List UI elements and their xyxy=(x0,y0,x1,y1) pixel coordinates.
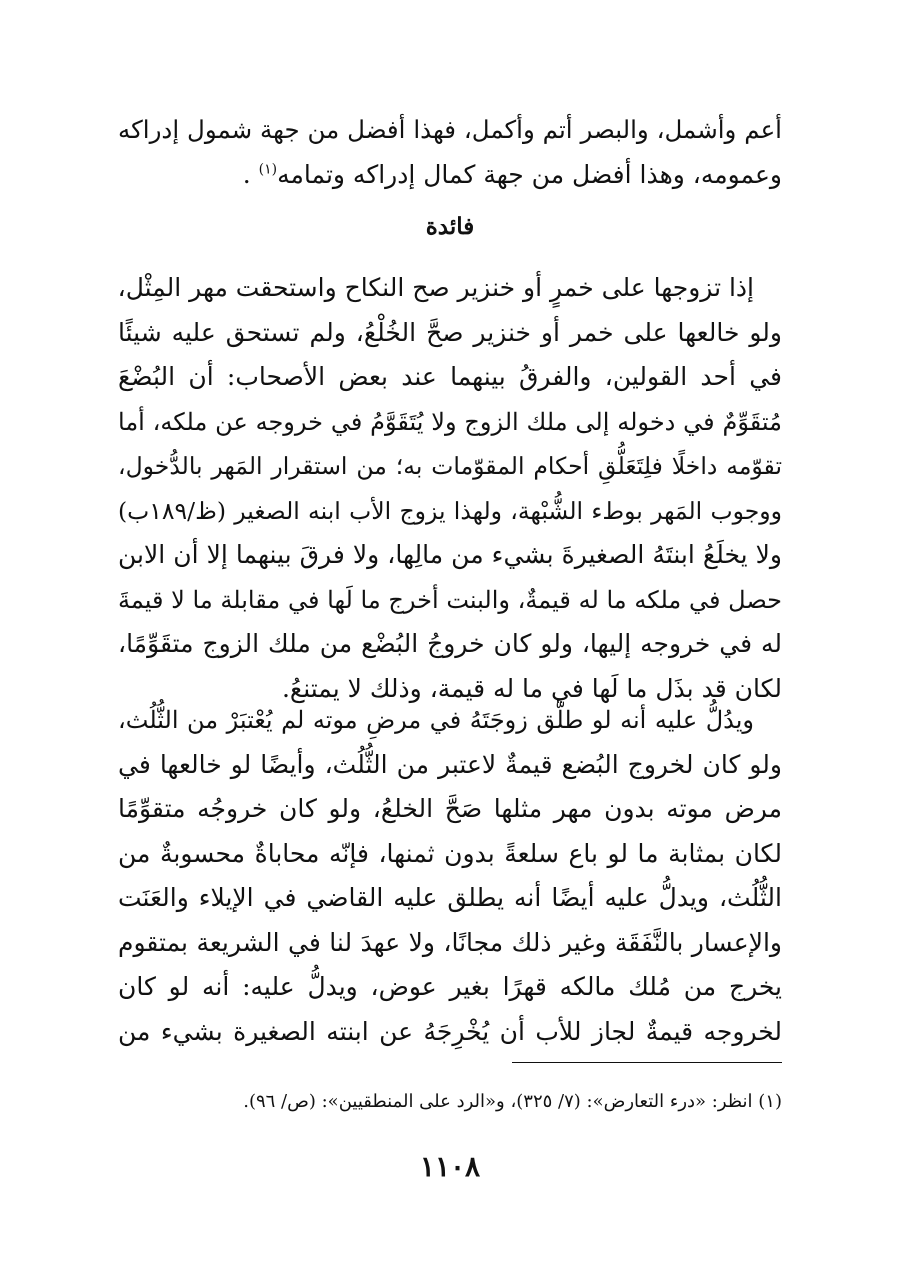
text-line: ولو خالعها على خمر أو خنزير صحَّ الخُلْعُ، ولم تستحق عليه شيئًا xyxy=(118,317,782,347)
text-line: في أحد القولين، والفرقُ بينهما عند بعض الأصحاب: أن البُضْعَ xyxy=(118,362,782,391)
text-line: مرض موته بدون مهر مثلها صَحَّ الخلعُ، ولو كان خروجُه متقوِّمًا xyxy=(118,794,782,823)
text-line: ولا يخلَعُ ابنتَهُ الصغيرةَ بشيء من مالِها، ولا فرقَ بينهما إلا أن الابن xyxy=(118,540,782,569)
text-line: مُتقَوِّمٌ في دخوله إلى ملك الزوج ولا يُتَقَوَّمُ في خروجه عن ملكه، أما xyxy=(118,407,782,436)
paragraph-1 xyxy=(118,266,782,711)
text-line: تقوّمه داخلًا فلِتَعَلُّقِ أحكام المقوّمات به؛ من استقرار المَهر بالدُّخول، xyxy=(118,452,782,480)
text-line: ويدُلُّ عليه أنه لو طلَّق زوجَتَهُ في مرضِ موته لم يُعْتبَرْ من الثُّلُث، xyxy=(118,706,754,734)
text-line: لكان قد بذَل ما لَها في ما له قيمة، وذلك لا يمتنعُ. xyxy=(281,673,782,703)
text-line: له في خروجه إليها، ولو كان خروجُ البُضْع من ملك الزوج متقَوِّمًا، xyxy=(118,629,782,658)
text-line: والإعسار بالنَّفَقَة وغير ذلك مجانًا، ولا عهدَ لنا في الشريعة بمتقوم xyxy=(118,927,782,957)
text-line: يخرج من مُلك مالكه قهرًا بغير عوض، ويدلُّ عليه: أنه لو كان xyxy=(118,972,782,1001)
section-heading: فائدة xyxy=(425,213,475,240)
footnote-separator xyxy=(512,1062,782,1063)
text-line xyxy=(118,153,782,198)
paragraph-2 xyxy=(118,698,782,1054)
footnote: (١) انظر: «درء التعارض»: (٧/ ٣٢٥)، و«الرد على المنطقيين»: (ص/ ٩٦). xyxy=(243,1091,782,1112)
text-line: لخروجه قيمةٌ لجاز للأب أن يُخْرِجَهُ عن ابنته الصغيرة بشيء من xyxy=(118,1016,782,1046)
page-number: ١١٠٨ xyxy=(419,1150,481,1183)
sentence-end-mark: . xyxy=(242,159,259,189)
footnote-reference[interactable]: (١) xyxy=(258,161,278,178)
text-line: حصل في ملكه ما له قيمةٌ، والبنت أخرج ما لَها في مقابلة ما لا قيمةَ xyxy=(118,585,782,614)
intro-paragraph xyxy=(118,108,782,197)
text-line: الثُّلُث، ويدلُّ عليه أيضًا أنه يطلق عليه القاضي في الإيلاء والعَنَت xyxy=(118,883,782,912)
text-line: أعم وأشمل، والبصر أتم وأكمل، فهذا أفضل من جهة شمول إدراكه xyxy=(118,115,782,144)
text-line: ووجوب المَهر بوطء الشُّبْهة، ولهذا يزوج الأب ابنه الصغير (ظ/١٨٩ب) xyxy=(118,496,782,525)
text-line-body: وعمومه، وهذا أفضل من جهة كمال إدراكه وتمامه xyxy=(277,159,782,189)
text-line: لكان بمثابة ما لو باع سلعةً بدون ثمنها، فإنّه محاباةٌ محسوبةٌ من xyxy=(118,838,782,868)
text-line: ولو كان لخروج البُضع قيمةٌ لاعتبر من الثُّلُث، وأيضًا لو خالعها في xyxy=(118,749,782,779)
text-line: إذا تزوجها على خمرٍ أو خنزير صح النكاح واستحقت مهر المِثْل، xyxy=(117,273,754,302)
